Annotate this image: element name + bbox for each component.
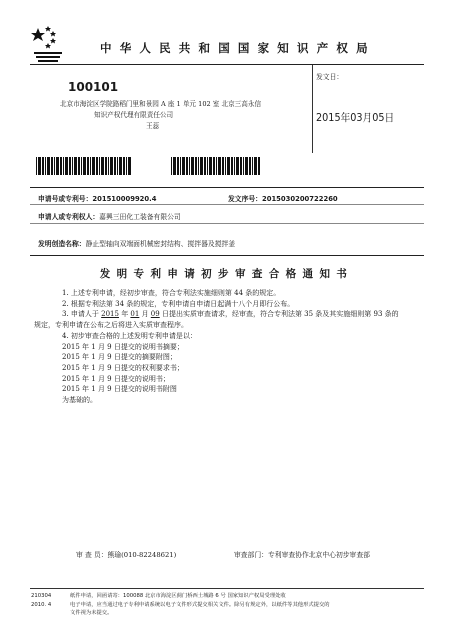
- barcode-bar: [222, 157, 224, 175]
- application-number: [38, 193, 156, 203]
- invention-value: 静止型轴向双端面机械密封结构、搅拌器及搅拌釜: [85, 240, 236, 248]
- barcode-bar: [195, 157, 197, 175]
- request-day: 09: [150, 310, 160, 319]
- fields-divider-bottom: [30, 255, 424, 256]
- fields-divider-1: [30, 204, 424, 205]
- fields-divider-top: [30, 187, 424, 188]
- barcode-bar: [60, 157, 62, 175]
- barcode-bar: [65, 157, 68, 175]
- barcode-bar: [252, 157, 253, 175]
- p3-part-e: 日提出实质审查请求，经审查，符合专利法第 35 条及其实施细则第 93 条的: [159, 310, 399, 319]
- footer-code-1: 210304: [31, 593, 52, 599]
- barcode-bar: [231, 157, 233, 175]
- barcode-bar: [36, 157, 37, 175]
- barcode-bar: [78, 157, 80, 175]
- barcode-bar: [200, 157, 203, 175]
- barcode-left: [36, 157, 164, 175]
- doc-item: 2015 年 1 月 9 日提交的权利要求书；: [62, 363, 184, 372]
- barcode-bar: [87, 157, 89, 175]
- application-number-value: 201510009920.4: [92, 195, 157, 203]
- sent-date-value: 2015年03月05日: [316, 112, 395, 124]
- paragraph-3-cont: 规定，专利申请在公布之后将进入实质审查程序。: [34, 321, 188, 330]
- barcode-bar: [225, 157, 226, 175]
- barcode-bar: [189, 157, 190, 175]
- barcode-bar: [90, 157, 91, 175]
- barcode-bar: [209, 157, 212, 175]
- p3-part-a: 3. 申请人于: [62, 310, 102, 319]
- office-name: 中华人民共和国国家知识产权局: [100, 41, 376, 55]
- sent-date-label: 发文日：: [316, 73, 344, 81]
- paragraph-3: [50, 309, 410, 320]
- barcode-right: [171, 157, 291, 175]
- barcode-bar: [128, 157, 131, 175]
- barcode-bar: [249, 157, 251, 175]
- barcode-bar: [182, 157, 185, 175]
- barcode-bar: [69, 157, 71, 175]
- paragraph-4: 4. 初步审查合格的上述发明专利申请是以：: [62, 331, 197, 340]
- footer-divider: [30, 588, 424, 589]
- barcode-bar: [51, 157, 53, 175]
- barcode-bar: [243, 157, 244, 175]
- barcode-bar: [173, 157, 176, 175]
- barcode-bar: [123, 157, 125, 175]
- notice-body: [34, 288, 410, 406]
- applicant-label: 申请人或专利权人：: [38, 213, 100, 221]
- barcode-bar: [198, 157, 199, 175]
- barcode-bar: [119, 157, 122, 175]
- p3-part-b: 年: [118, 310, 131, 319]
- request-year: 2015: [101, 310, 119, 319]
- barcode-bar: [117, 157, 118, 175]
- barcode-bar: [56, 157, 59, 175]
- barcode-bar: [218, 157, 221, 175]
- barcode-bar: [227, 157, 230, 175]
- review-department: 审查部门：专利审查协作北京中心初步审查部: [234, 551, 370, 559]
- header-divider: [30, 64, 424, 65]
- barcode-bar: [177, 157, 179, 175]
- barcode-bar: [180, 157, 181, 175]
- footer-text-1: 纸件申请，回函请寄：100088 北京市海淀区蓟门桥西土城路 6 号 国家知识产权局受理处收: [70, 593, 286, 599]
- address-line-2: 知识产权代理有限责任公司: [94, 111, 174, 119]
- paragraph-1: 1. 上述专利申请，经初步审查，符合专利法实施细则第 44 条的规定。: [62, 289, 281, 297]
- invention-name: [38, 238, 235, 248]
- barcode-bar: [63, 157, 64, 175]
- barcode-bar: [207, 157, 208, 175]
- barcode-bar: [108, 157, 109, 175]
- barcode-bar: [101, 157, 104, 175]
- doc-item: 2015 年 1 月 9 日提交的摘要附图；: [62, 353, 177, 362]
- barcode-bar: [42, 157, 44, 175]
- doc-item: 2015 年 1 月 9 日提交的说明书附图: [62, 385, 177, 394]
- serial-number: [228, 193, 338, 203]
- cnipa-emblem-icon: [28, 24, 74, 64]
- reviewer: 审 查 员：熊瑜(010-82248621): [76, 551, 177, 559]
- barcode-bar: [191, 157, 194, 175]
- application-number-label: 申请号或专利号：: [38, 195, 93, 203]
- p3-part-c: 月: [139, 310, 151, 319]
- closing-line: 为基础的。: [62, 396, 97, 405]
- barcode-bar: [245, 157, 248, 175]
- barcode-bar: [240, 157, 242, 175]
- footer-code-2: 2010. 4: [31, 602, 52, 608]
- barcode-bar: [204, 157, 206, 175]
- barcode-bar: [38, 157, 41, 175]
- paragraph-2: 2. 根据专利法第 34 条的规定，专利申请自申请日起满十八个月即行公布。: [62, 299, 295, 308]
- barcode-bar: [186, 157, 188, 175]
- notice-title: 发明专利申请初步审查合格通知书: [99, 268, 354, 280]
- applicant-value: 嘉興三田化工装备有限公司: [99, 213, 181, 221]
- header-column-divider: [312, 65, 313, 153]
- barcode-bar: [45, 157, 46, 175]
- barcode-bar: [236, 157, 239, 175]
- request-month: 01: [130, 310, 140, 319]
- postal-code: 100101: [68, 80, 119, 94]
- barcode-bar: [96, 157, 98, 175]
- recipient-name: 王蕊: [146, 122, 160, 130]
- barcode-bar: [54, 157, 55, 175]
- barcode-bar: [213, 157, 215, 175]
- barcode-bar: [105, 157, 107, 175]
- barcode-bar: [92, 157, 95, 175]
- barcode-bar: [74, 157, 77, 175]
- barcode-bar: [171, 157, 172, 175]
- footer-text-2: 电子申请，应当通过电子专利申请系统以电子文件形式提交相关文件。除另有规定外，以纸件等其他形式提交的: [70, 602, 330, 608]
- serial-number-value: 2015030200722260: [261, 195, 338, 203]
- barcode-bar: [110, 157, 113, 175]
- barcode-bar: [81, 157, 82, 175]
- barcode-bar: [114, 157, 116, 175]
- barcode-bar: [234, 157, 235, 175]
- invention-label: 发明创造名称：: [38, 240, 86, 248]
- footer-text-2-cont: 文件视为未提交。: [70, 610, 113, 616]
- barcode-bar: [258, 157, 260, 175]
- address-line-1: 北京市海淀区学院路稻门里和景园 A 座 1 单元 102 室 北京三高永信: [60, 100, 262, 108]
- barcode-bar: [72, 157, 73, 175]
- doc-item: 2015 年 1 月 9 日提交的说明书；: [62, 374, 170, 383]
- barcode-bar: [99, 157, 100, 175]
- fields-divider-2: [30, 223, 424, 224]
- barcode-bar: [126, 157, 127, 175]
- barcode-bar: [47, 157, 50, 175]
- serial-number-label: 发文序号：: [228, 195, 262, 203]
- barcode-bar: [254, 157, 257, 175]
- barcode-bar: [216, 157, 217, 175]
- barcode-bar: [83, 157, 86, 175]
- applicant: [38, 211, 181, 221]
- doc-item: 2015 年 1 月 9 日提交的说明书摘要；: [62, 342, 184, 351]
